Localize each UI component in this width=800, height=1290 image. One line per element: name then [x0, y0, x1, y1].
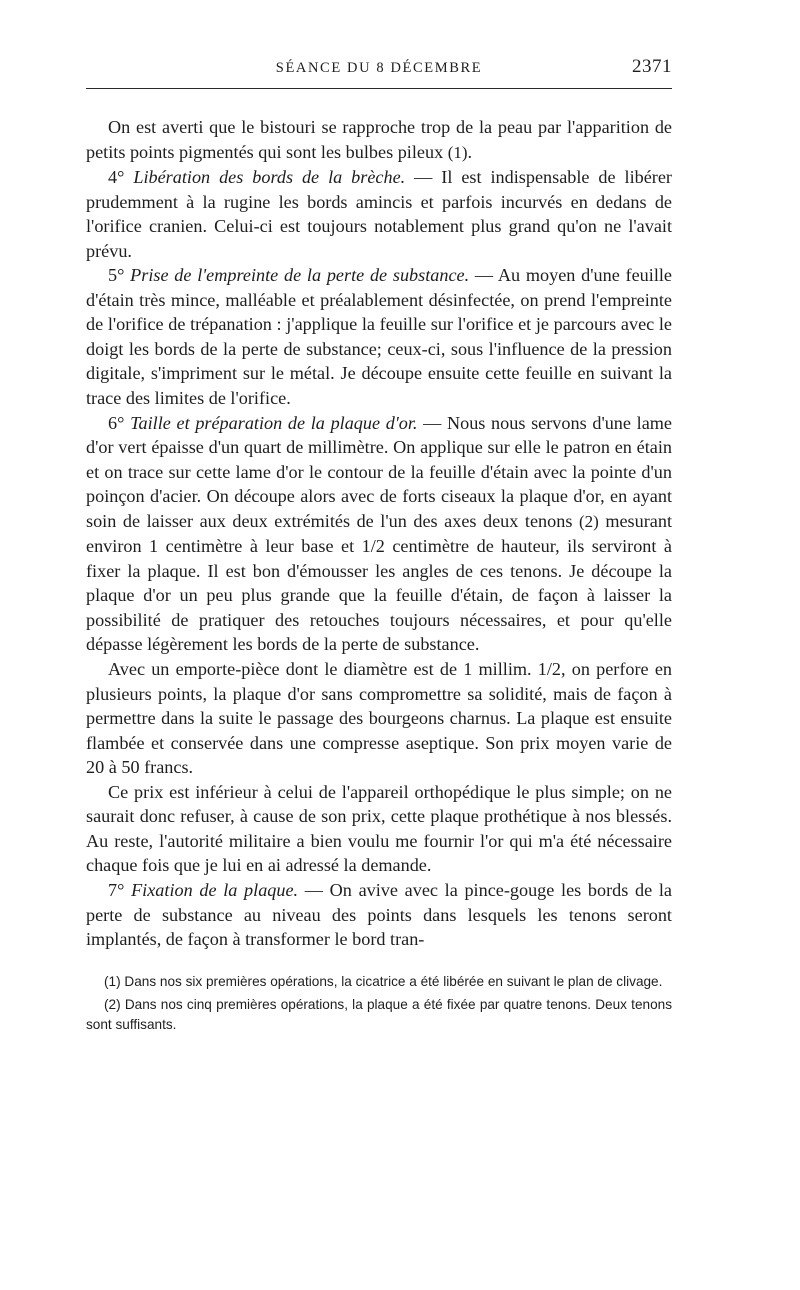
footnote-mark: (2)	[104, 996, 121, 1012]
section-number: 4°	[108, 167, 125, 188]
footnotes	[86, 972, 672, 1035]
section-title: Fixation de la plaque.	[131, 879, 299, 900]
paragraph-6: Ce prix est inférieur à celui de l'appareil orthopédique le plus simple; on ne saurait donc refuser, à cause de son prix, cette plaque prothétique à nos blessés. Au reste, l'autorité militaire a bien voulu me fournir l'or qui m'a été nécessaire chaque fois que je lui en ai adressé la demande.	[86, 781, 672, 876]
paragraph-5: Avec un emporte-pièce dont le diamètre est de 1 millim. 1/2, on perfore en plusieurs points, la plaque d'or sans compromettre sa solidité, mais de façon à permettre dans la suite le passage des bourgeons charnus. La plaque est ensuite flambée et conservée dans une compresse aseptique. Son prix moyen varie de 20 à 50 francs.	[86, 659, 672, 778]
paragraph-4: 6° Taille et préparation de la plaque d'or. — Nous nous servons d'une lame d'or vert épaisse d'un quart de millimètre. On applique sur elle le patron en étain et on trace sur cette lame d'or le contour de la feuille d'étain avec la pointe d'un poinçon d'acier. On découpe alors avec de forts ciseaux la plaque d'or, en ayant soin de laisser aux deux extrémités de l'un des axes deux tenons (2) mesurant environ 1 centimètre à leur base et 1/2 centimètre de hauteur, ils serviront à fixer la plaque. Il est bon d'émousser les angles de ces tenons. Je découpe la plaque d'or un peu plus grande que la feuille d'étain, de façon à laisser la possibilité de pratiquer des retouches toujours nécessaires, et pour qu'elle dépasse légèrement les bords de la perte de substance.	[86, 412, 672, 655]
paragraph-3: 5° Prise de l'empreinte de la perte de substance. — Au moyen d'une feuille d'étain très mince, malléable et préalablement désinfectée, on prend l'empreinte de l'orifice de trépanation : j'applique la feuille sur l'orifice et je parcours avec le doigt les bords de la perte de substance; ceux-ci, sous l'influence de la pression digitale, s'impriment sur le métal. Je découpe ensuite cette feuille en suivant la trace des limites de l'orifice.	[86, 265, 672, 409]
section-title: Libération des bords de la brèche.	[133, 167, 406, 188]
body-text	[86, 115, 672, 952]
section-number: 6°	[108, 412, 125, 433]
page	[86, 52, 672, 1038]
section-title: Prise de l'empreinte de la perte de substance.	[130, 265, 470, 286]
footnote-ref-1: (1)	[447, 142, 468, 162]
footnote-ref-2: (2)	[578, 511, 599, 531]
page-number: 2371	[632, 56, 672, 77]
running-title: SÉANCE DU 8 DÉCEMBRE	[275, 60, 483, 76]
paragraph-2: 4° Libération des bords de la brèche. — Il est indispensable de libérer prudemment à la rugine les bords amincis et parfois incurvés en dedans de l'orifice cranien. Celui-ci est toujours notablement plus grand qu'on ne l'avait prévu.	[86, 167, 672, 261]
footnote-1: (1) Dans nos six premières opérations, la cicatrice a été libérée en suivant le plan de clivage.	[104, 973, 663, 989]
section-number: 7°	[108, 879, 125, 900]
footnote-2: (2) Dans nos cinq premières opérations, la plaque a été fixée par quatre tenons. Deux tenons sont suffisants.	[86, 996, 672, 1032]
paragraph-1: On est averti que le bistouri se rapproche trop de la peau par l'apparition de petits points pigmentés qui sont les bulbes pileux (1).	[86, 117, 672, 162]
section-number: 5°	[108, 265, 125, 286]
paragraph-7: 7° Fixation de la plaque. — On avive avec la pince-gouge les bords de la perte de substance au niveau des points dans lesquels les tenons seront implantés, de façon à transformer le bord tran-	[86, 879, 673, 950]
footnote-mark: (1)	[104, 973, 121, 989]
section-title: Taille et préparation de la plaque d'or.	[130, 412, 418, 433]
running-header	[86, 52, 672, 89]
